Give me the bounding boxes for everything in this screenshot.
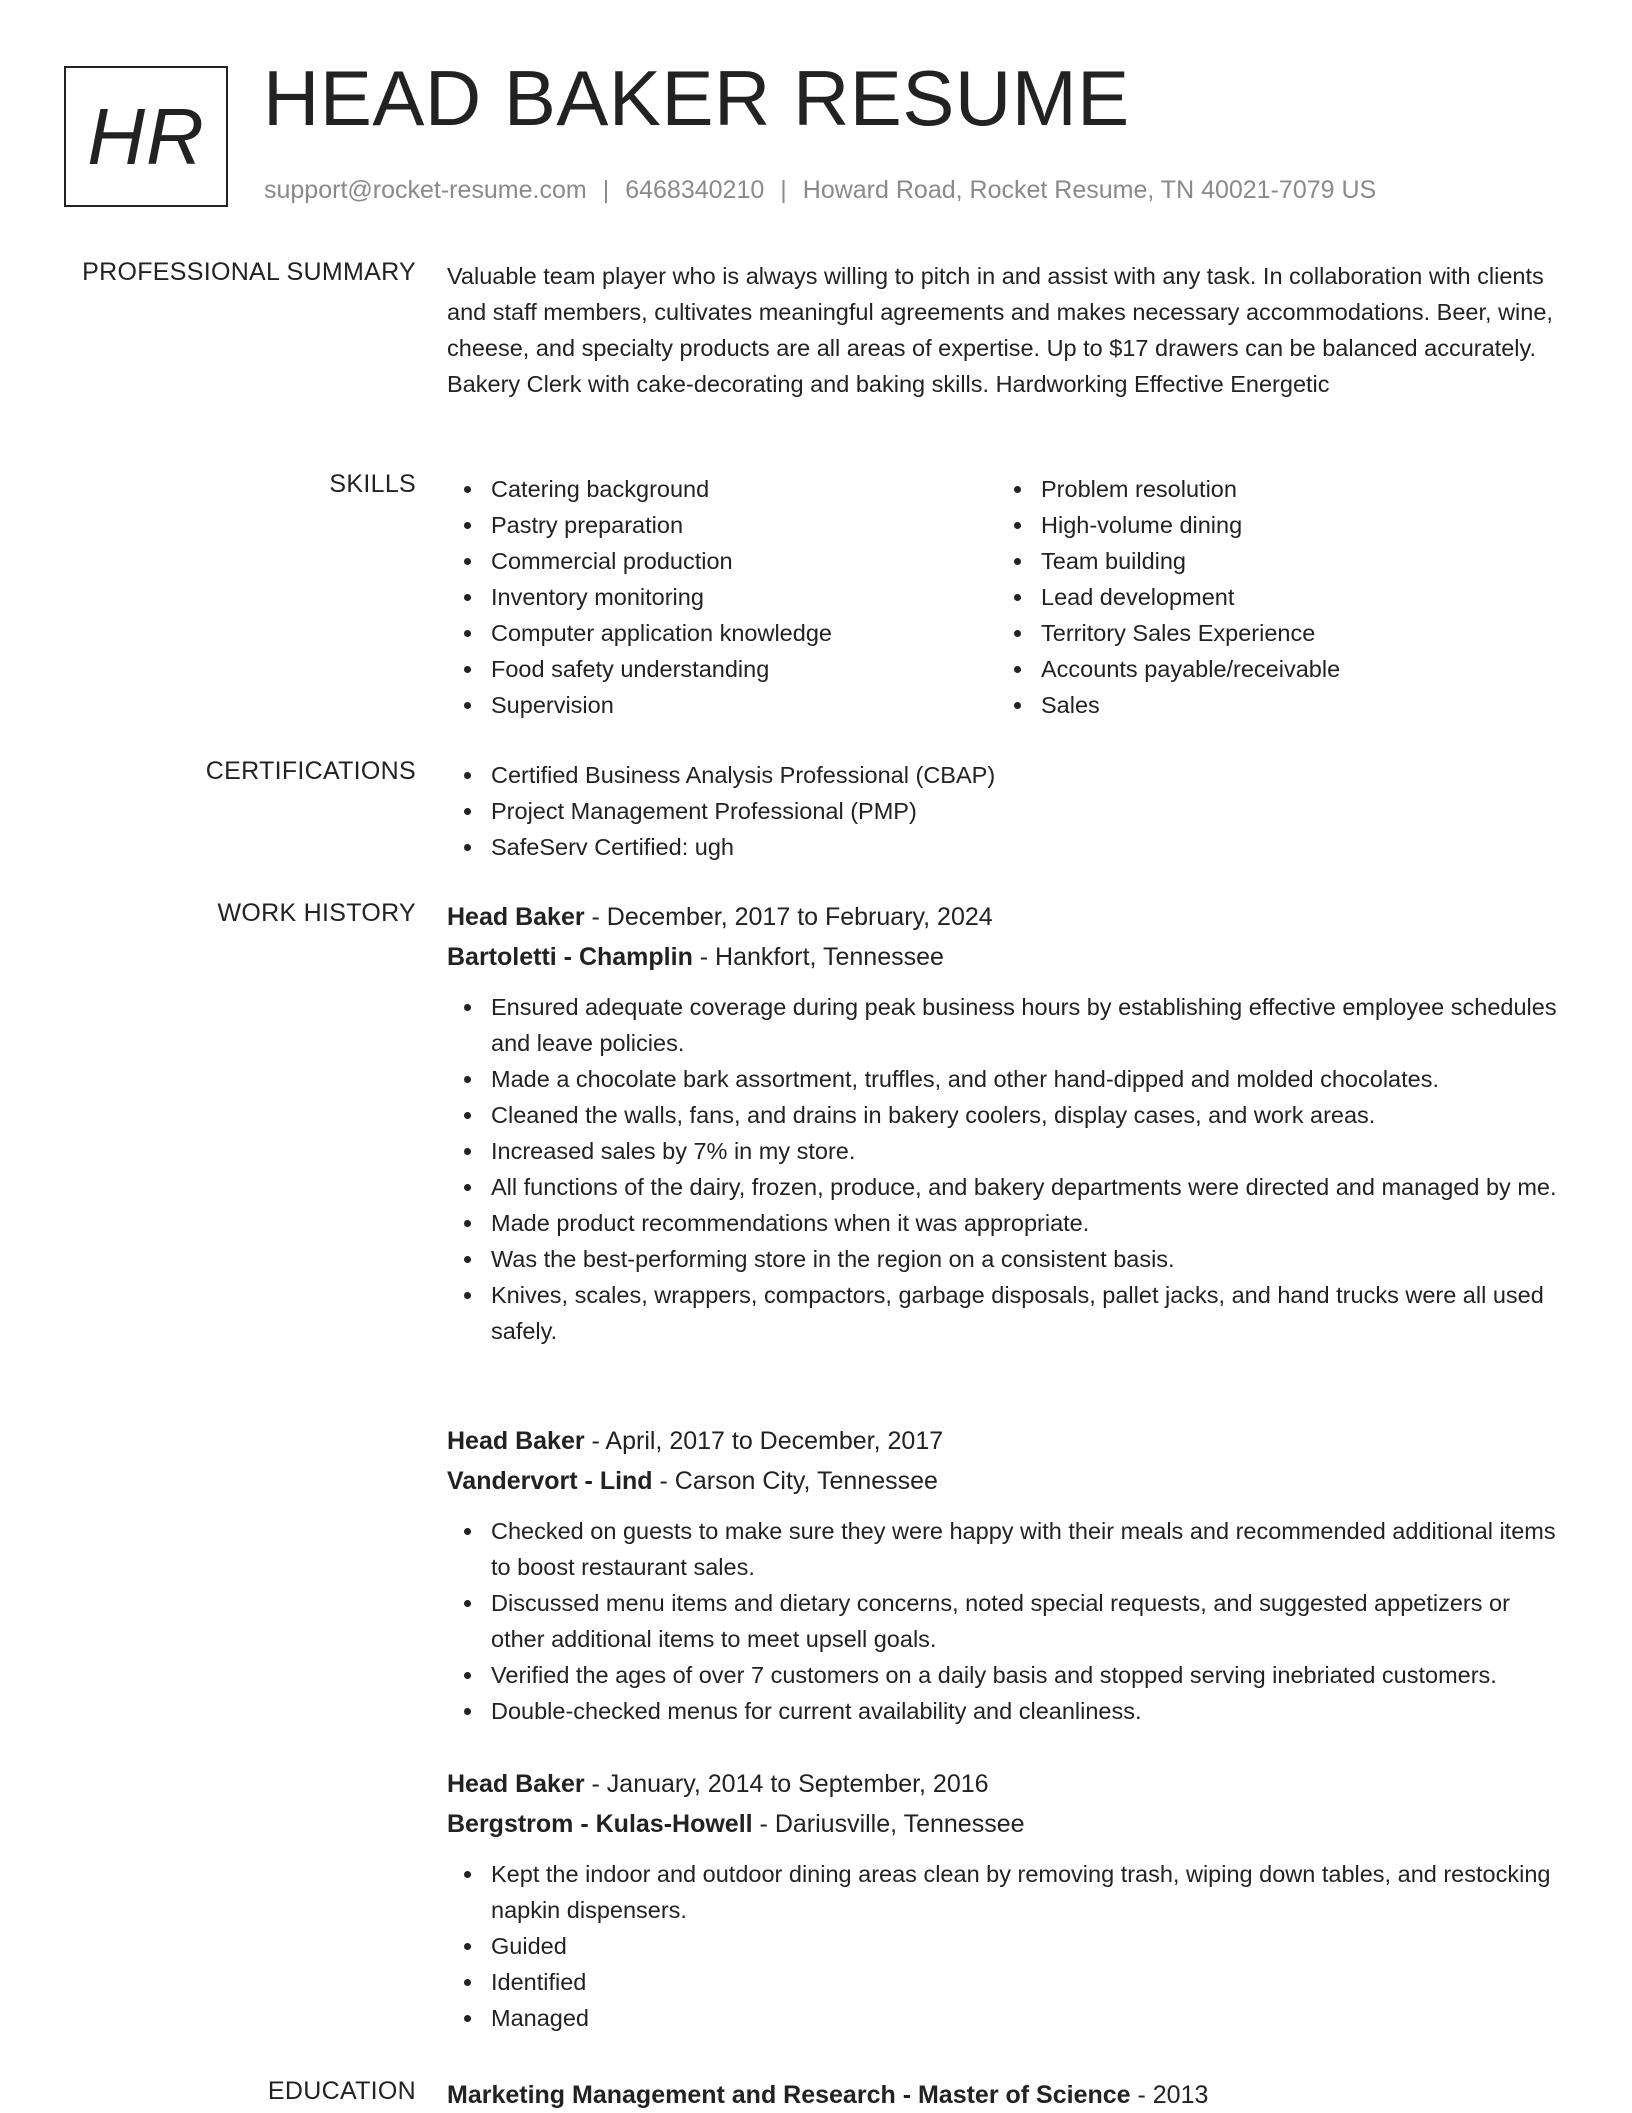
page-title: HEAD BAKER RESUME (263, 54, 1130, 142)
job-duty: All functions of the dairy, frozen, produce, and bakery departments were directed and managed by me. (447, 1169, 1567, 1205)
section-label-work-history: WORK HISTORY (217, 899, 416, 927)
certification-item: Project Management Professional (PMP) (447, 793, 1567, 829)
job-duty: Cleaned the walls, fans, and drains in bakery coolers, display cases, and work areas. (447, 1097, 1567, 1133)
job-dates: - January, 2014 to September, 2016 (584, 1770, 989, 1798)
education-section (447, 2077, 1567, 2113)
skill-item: Team building (997, 543, 1547, 579)
job-location: - Hankfort, Tennessee (692, 943, 944, 971)
skills-grid (447, 471, 1567, 723)
company-name: Vandervort - Lind (447, 1467, 653, 1495)
job-duty: Increased sales by 7% in my store. (447, 1133, 1567, 1169)
job-duty: Kept the indoor and outdoor dining areas clean by removing trash, wiping down tables, and restocking napkin dispensers. (447, 1856, 1567, 1928)
skill-item: Computer application knowledge (447, 615, 997, 651)
contact-address: Howard Road, Rocket Resume, TN 40021-7079 US (802, 176, 1377, 204)
job-employer (447, 937, 1567, 977)
skill-item: Food safety understanding (447, 651, 997, 687)
skill-item: Inventory monitoring (447, 579, 997, 615)
job-entry (447, 1764, 1567, 2036)
job-duty: Was the best-performing store in the region on a consistent basis. (447, 1241, 1567, 1277)
section-label-education: EDUCATION (267, 2077, 416, 2105)
skill-item: Supervision (447, 687, 997, 723)
job-title: Head Baker (447, 1770, 585, 1798)
job-duty: Guided (447, 1928, 1567, 1964)
skills-list-right (997, 471, 1547, 723)
company-name: Bergstrom - Kulas-Howell (447, 1810, 753, 1838)
job-duties-list (447, 989, 1567, 1349)
contact-line (264, 176, 1376, 205)
job-duty: Ensured adequate coverage during peak business hours by establishing effective employee schedules and leave policies. (447, 989, 1567, 1061)
job-duties-list (447, 1856, 1567, 2036)
skill-item: Accounts payable/receivable (997, 651, 1547, 687)
job-duty: Double-checked menus for current availability and cleanliness. (447, 1693, 1567, 1729)
skill-item: Problem resolution (997, 471, 1547, 507)
contact-email: support@rocket-resume.com (264, 176, 587, 204)
job-dates: - December, 2017 to February, 2024 (584, 903, 993, 931)
skill-item: Territory Sales Experience (997, 615, 1547, 651)
contact-phone: 6468340210 (625, 176, 765, 204)
certification-item: Certified Business Analysis Professional (CBAP) (447, 757, 1567, 793)
job-location: - Carson City, Tennessee (652, 1467, 938, 1495)
job-duty: Discussed menu items and dietary concerns, noted special requests, and suggested appetizers or other additional items to meet upsell goals. (447, 1585, 1567, 1657)
section-label-summary: PROFESSIONAL SUMMARY (82, 258, 416, 286)
job-duties-list (447, 1513, 1567, 1729)
job-duty: Checked on guests to make sure they were happy with their meals and recommended additional items to boost restaurant sales. (447, 1513, 1567, 1585)
skill-item: Catering background (447, 471, 997, 507)
degree-name: Marketing Management and Research - Master of Science (447, 2081, 1131, 2109)
job-duty: Verified the ages of over 7 customers on a daily basis and stopped serving inebriated customers. (447, 1657, 1567, 1693)
skills-section (447, 471, 1567, 723)
job-entry (447, 897, 1567, 1349)
summary-section (447, 258, 1567, 402)
monogram-logo: HR (64, 66, 228, 207)
summary-text: Valuable team player who is always willing to pitch in and assist with any task. In collaboration with clients and staff members, cultivates meaningful agreements and makes necessary accommodations. Beer, wine, cheese, and specialty products are all areas of expertise. Up to $17 drawers can be balanced accurately. Bakery Clerk with cake-decorating and baking skills. Hardworking Effective Energetic (447, 263, 1553, 397)
job-title: Head Baker (447, 1427, 585, 1455)
job-duty: Knives, scales, wrappers, compactors, garbage disposals, pallet jacks, and hand trucks were all used safely. (447, 1277, 1567, 1349)
certifications-section (447, 757, 1567, 865)
job-location: - Dariusville, Tennessee (752, 1810, 1025, 1838)
contact-separator: | (602, 176, 610, 204)
job-duty: Made product recommendations when it was appropriate. (447, 1205, 1567, 1241)
skill-item: High-volume dining (997, 507, 1547, 543)
certifications-list (447, 757, 1567, 865)
job-duty: Made a chocolate bark assortment, truffles, and other hand-dipped and molded chocolates. (447, 1061, 1567, 1097)
job-heading (447, 1764, 1567, 1804)
job-duty: Managed (447, 2000, 1567, 2036)
company-name: Bartoletti - Champlin (447, 943, 693, 971)
certification-item: SafeServ Certified: ugh (447, 829, 1567, 865)
skill-item: Commercial production (447, 543, 997, 579)
graduation-year: - 2013 (1130, 2081, 1209, 2109)
skill-item: Sales (997, 687, 1547, 723)
job-dates: - April, 2017 to December, 2017 (584, 1427, 944, 1455)
section-label-certifications: CERTIFICATIONS (205, 757, 416, 785)
job-title: Head Baker (447, 903, 585, 931)
skill-item: Pastry preparation (447, 507, 997, 543)
education-entry (447, 2077, 1567, 2113)
job-duty: Identified (447, 1964, 1567, 2000)
section-label-skills: SKILLS (329, 470, 416, 498)
skills-list-left (447, 471, 997, 723)
job-entry (447, 1421, 1567, 1729)
skill-item: Lead development (997, 579, 1547, 615)
job-employer (447, 1804, 1567, 1844)
job-employer (447, 1461, 1567, 1501)
job-heading (447, 1421, 1567, 1461)
job-heading (447, 897, 1567, 937)
contact-separator: | (780, 176, 787, 204)
